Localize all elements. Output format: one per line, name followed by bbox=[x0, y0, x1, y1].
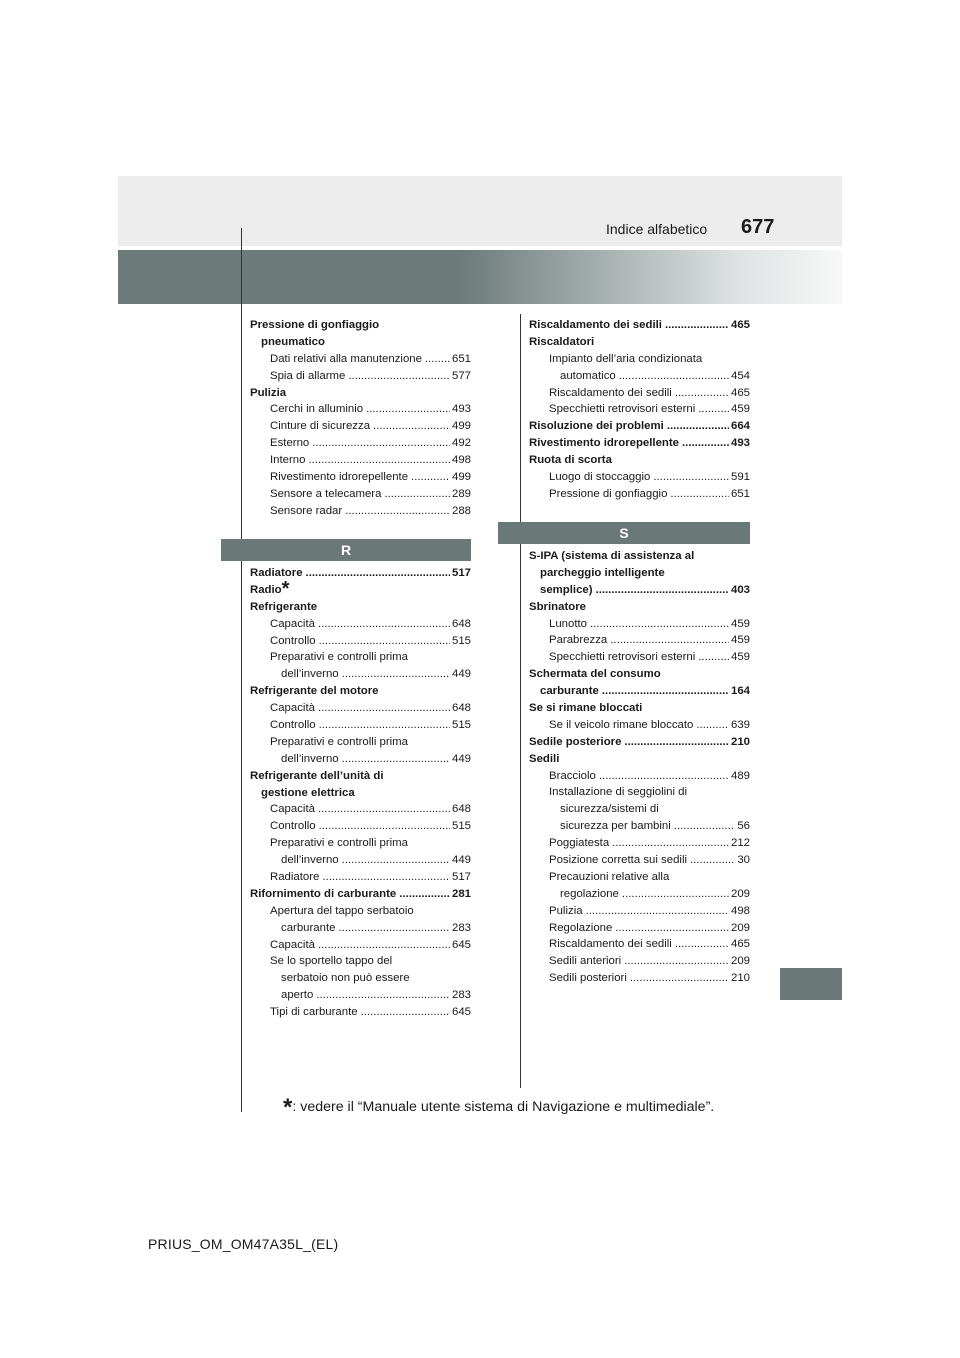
index-entry bbox=[529, 835, 750, 852]
entry-page[interactable]: 403 bbox=[730, 583, 750, 596]
section-s-label: S bbox=[619, 525, 629, 541]
entry-page[interactable]: 459 bbox=[730, 634, 750, 647]
dot-leader bbox=[318, 801, 450, 818]
document-code: PRIUS_OM_OM47A35L_(EL) bbox=[148, 1236, 339, 1252]
entry-page[interactable]: 459 bbox=[730, 651, 750, 664]
index-entry bbox=[250, 1004, 471, 1021]
dot-leader bbox=[622, 886, 729, 903]
dot-leader bbox=[318, 616, 450, 633]
entry-label: Rifornimento di carburante bbox=[250, 887, 397, 900]
entry-page[interactable]: 289 bbox=[451, 487, 471, 500]
entry-label: Se il veicolo rimane bloccato bbox=[549, 718, 694, 731]
index-entry bbox=[529, 683, 750, 700]
chapter-tab[interactable] bbox=[780, 968, 842, 1000]
entry-page[interactable]: 651 bbox=[451, 352, 471, 365]
entry-label: Poggiatesta bbox=[549, 837, 610, 850]
entry-page[interactable]: 648 bbox=[451, 702, 471, 715]
index-entry bbox=[529, 700, 750, 717]
entry-label: Se si rimane bloccati bbox=[529, 702, 643, 715]
entry-label: carburante bbox=[281, 921, 336, 934]
entry-label: carburante bbox=[540, 685, 599, 698]
entry-label: Risoluzione dei problemi bbox=[529, 420, 664, 433]
index-entry bbox=[529, 486, 750, 503]
index-entry bbox=[529, 869, 750, 886]
entry-page[interactable]: 517 bbox=[451, 567, 471, 579]
entry-page[interactable]: 498 bbox=[451, 454, 471, 467]
entry-page[interactable]: 648 bbox=[451, 617, 471, 630]
entry-page[interactable]: 591 bbox=[730, 471, 750, 484]
index-entry bbox=[250, 599, 471, 616]
index-entry bbox=[529, 920, 750, 937]
entry-page[interactable]: 283 bbox=[451, 989, 471, 1002]
entry-page[interactable]: 212 bbox=[730, 837, 750, 850]
entry-label: Esterno bbox=[270, 437, 310, 450]
dot-leader bbox=[624, 734, 729, 751]
index-entry bbox=[250, 616, 471, 633]
index-entry bbox=[250, 351, 471, 368]
index-entry bbox=[529, 469, 750, 486]
entry-label: Regolazione bbox=[549, 921, 613, 934]
entry-label: Specchietti retrovisori esterni bbox=[549, 651, 696, 664]
entry-label: Preparativi e controlli prima bbox=[270, 651, 409, 664]
index-entry bbox=[529, 599, 750, 616]
dot-leader bbox=[675, 385, 729, 402]
dot-leader bbox=[698, 649, 729, 666]
index-entry bbox=[529, 401, 750, 418]
index-entry bbox=[250, 401, 471, 418]
entry-label: Sedili anteriori bbox=[549, 955, 622, 968]
entry-label: Capacità bbox=[270, 803, 315, 816]
entry-page[interactable]: 30 bbox=[737, 854, 750, 867]
dot-leader bbox=[345, 503, 450, 520]
header-title: Indice alfabetico bbox=[606, 221, 708, 237]
entry-label: Ruota di scorta bbox=[529, 454, 612, 467]
entry-page[interactable]: 651 bbox=[730, 487, 750, 500]
entry-label: Capacità bbox=[270, 938, 315, 951]
entry-label: aperto bbox=[281, 989, 314, 1002]
entry-label: automatico bbox=[560, 369, 616, 382]
entry-label: Bracciolo bbox=[549, 769, 596, 782]
index-entry bbox=[529, 582, 750, 599]
index-entry bbox=[250, 452, 471, 469]
index-entry bbox=[529, 632, 750, 649]
entry-label: Riscaldatori bbox=[529, 335, 595, 348]
dot-leader bbox=[425, 351, 450, 368]
entry-page[interactable]: 209 bbox=[730, 921, 750, 934]
index-entry bbox=[529, 317, 750, 334]
entry-label: dell’inverno bbox=[281, 854, 339, 867]
index-right-bottom bbox=[529, 548, 750, 987]
entry-label: Preparativi e controlli prima bbox=[270, 837, 409, 850]
index-entry bbox=[529, 368, 750, 385]
index-entry bbox=[250, 418, 471, 435]
page-number: 677 bbox=[741, 216, 775, 238]
dot-leader bbox=[342, 852, 450, 869]
index-entry bbox=[250, 751, 471, 768]
index-entry bbox=[250, 633, 471, 650]
entry-label: S-IPA (sistema di assistenza al bbox=[529, 550, 695, 562]
entry-page[interactable]: 515 bbox=[451, 634, 471, 647]
column-divider bbox=[520, 314, 521, 1088]
index-entry bbox=[250, 785, 471, 802]
entry-page[interactable]: 454 bbox=[730, 369, 750, 382]
entry-page[interactable]: 499 bbox=[451, 471, 471, 484]
entry-page[interactable]: 210 bbox=[730, 735, 750, 748]
entry-label: Pressione di gonfiaggio bbox=[549, 487, 668, 500]
dot-leader bbox=[312, 435, 450, 452]
entry-label: dell’inverno bbox=[281, 752, 339, 765]
dot-leader bbox=[319, 633, 450, 650]
entry-label: Lunotto bbox=[549, 617, 588, 630]
dot-leader bbox=[316, 987, 450, 1004]
entry-label: Refrigerante dell’unità di bbox=[250, 769, 384, 782]
entry-page[interactable]: 449 bbox=[451, 854, 471, 867]
index-entry bbox=[529, 953, 750, 970]
index-entry bbox=[250, 717, 471, 734]
entry-page[interactable]: 56 bbox=[737, 820, 750, 833]
index-entry bbox=[250, 835, 471, 852]
entry-page[interactable]: 664 bbox=[730, 420, 750, 433]
entry-page[interactable]: 465 bbox=[730, 319, 750, 331]
dot-leader bbox=[690, 852, 735, 869]
dot-leader bbox=[675, 936, 729, 953]
index-entry bbox=[250, 666, 471, 683]
entry-label: Sedili posteriori bbox=[549, 972, 627, 985]
index-entry bbox=[250, 818, 471, 835]
dot-leader bbox=[366, 401, 450, 418]
header-band bbox=[118, 250, 842, 304]
entry-label: semplice) bbox=[540, 583, 593, 596]
entry-label: Cerchi in alluminio bbox=[270, 403, 364, 416]
entry-label: Specchietti retrovisori esterni bbox=[549, 403, 696, 416]
dot-leader bbox=[602, 683, 729, 700]
entry-label: gestione elettrica bbox=[261, 786, 355, 799]
index-entry bbox=[529, 666, 750, 683]
entry-page[interactable]: 645 bbox=[451, 1006, 471, 1019]
entry-label: Pulizia bbox=[250, 386, 287, 399]
entry-page[interactable]: 288 bbox=[451, 504, 471, 517]
entry-label: sicurezza per bambini bbox=[560, 820, 671, 833]
dot-leader bbox=[361, 1004, 450, 1021]
dot-leader bbox=[373, 418, 450, 435]
entry-label: Sensore radar bbox=[270, 504, 343, 517]
index-entry bbox=[529, 886, 750, 903]
entry-page[interactable]: 164 bbox=[730, 685, 750, 698]
entry-label: Riscaldamento dei sedili bbox=[549, 938, 672, 951]
index-entry bbox=[250, 486, 471, 503]
dot-leader bbox=[615, 920, 729, 937]
entry-label: Precauzioni relative alla bbox=[549, 870, 670, 883]
dot-leader bbox=[342, 751, 450, 768]
entry-label: regolazione bbox=[560, 887, 619, 900]
index-entry bbox=[250, 852, 471, 869]
dot-leader bbox=[306, 565, 450, 582]
index-entry bbox=[529, 385, 750, 402]
entry-label: dell’inverno bbox=[281, 668, 339, 681]
index-entry bbox=[529, 818, 750, 835]
entry-label: Schermata del consumo bbox=[529, 668, 661, 681]
index-entry bbox=[250, 577, 471, 600]
section-header-r bbox=[221, 539, 471, 561]
entry-page[interactable]: 281 bbox=[451, 887, 471, 900]
entry-label: Luogo di stoccaggio bbox=[549, 471, 651, 484]
entry-label: pneumatico bbox=[261, 335, 325, 348]
dot-leader bbox=[610, 632, 729, 649]
dot-leader bbox=[630, 970, 729, 987]
dot-leader bbox=[599, 768, 729, 785]
dot-leader bbox=[670, 486, 729, 503]
index-entry bbox=[250, 503, 471, 520]
index-entry bbox=[529, 616, 750, 633]
entry-label: Pressione di gonfiaggio bbox=[250, 319, 380, 331]
index-entry bbox=[250, 903, 471, 920]
dot-leader bbox=[612, 835, 729, 852]
index-entry bbox=[529, 717, 750, 734]
dot-leader bbox=[322, 869, 450, 886]
dot-leader bbox=[696, 717, 729, 734]
footnote bbox=[283, 1090, 715, 1121]
index-entry bbox=[529, 903, 750, 920]
footnote-marker: * bbox=[283, 1094, 293, 1121]
entry-label: Radio* bbox=[250, 577, 290, 600]
entry-label: Sedile posteriore bbox=[529, 735, 622, 748]
index-entry bbox=[250, 920, 471, 937]
index-right-top bbox=[529, 317, 750, 503]
dot-leader bbox=[682, 435, 729, 452]
dot-leader bbox=[596, 582, 729, 599]
index-entry bbox=[529, 565, 750, 582]
index-entry bbox=[529, 334, 750, 351]
index-entry bbox=[250, 317, 471, 334]
section-r-label: R bbox=[340, 542, 352, 558]
index-entry bbox=[250, 700, 471, 717]
index-entry bbox=[250, 970, 471, 987]
dot-leader bbox=[348, 368, 450, 385]
entry-page[interactable]: 459 bbox=[730, 403, 750, 416]
index-entry bbox=[529, 418, 750, 435]
entry-label: Controllo bbox=[270, 820, 316, 833]
dot-leader bbox=[624, 953, 729, 970]
index-entry bbox=[250, 869, 471, 886]
entry-label: Se lo sportello tappo del bbox=[270, 955, 393, 968]
entry-label: sicurezza/sistemi di bbox=[560, 803, 659, 816]
entry-label: Controllo bbox=[270, 719, 316, 732]
dot-leader bbox=[318, 700, 450, 717]
entry-page[interactable]: 283 bbox=[451, 921, 471, 934]
index-left-top bbox=[250, 317, 471, 520]
entry-label: Rivestimento idrorepellente bbox=[270, 471, 409, 484]
index-entry bbox=[250, 435, 471, 452]
index-entry bbox=[529, 751, 750, 768]
index-entry bbox=[529, 351, 750, 368]
index-entry bbox=[250, 987, 471, 1004]
entry-page[interactable]: 449 bbox=[451, 668, 471, 681]
index-entry bbox=[529, 970, 750, 987]
entry-label: Radiatore bbox=[250, 567, 303, 579]
entry-page[interactable]: 492 bbox=[451, 437, 471, 450]
dot-leader bbox=[308, 452, 450, 469]
entry-page[interactable]: 209 bbox=[730, 887, 750, 900]
dot-leader bbox=[342, 666, 450, 683]
entry-page[interactable]: 639 bbox=[730, 718, 750, 731]
entry-label: Dati relativi alla manutenzione bbox=[270, 352, 422, 365]
entry-label: Riscaldamento dei sedili bbox=[549, 386, 672, 399]
index-entry bbox=[250, 683, 471, 700]
entry-label: parcheggio intelligente bbox=[540, 566, 665, 579]
entry-label: Radiatore bbox=[270, 871, 320, 884]
entry-label: Rivestimento idrorepellente bbox=[529, 437, 680, 450]
entry-label: Tipi di carburante bbox=[270, 1006, 358, 1019]
entry-page[interactable]: 459 bbox=[730, 617, 750, 630]
entry-page[interactable]: 493 bbox=[451, 403, 471, 416]
index-entry bbox=[529, 548, 750, 565]
dot-leader bbox=[619, 368, 729, 385]
dot-leader bbox=[653, 469, 729, 486]
index-entry bbox=[250, 649, 471, 666]
dot-leader bbox=[411, 469, 450, 486]
index-entry bbox=[250, 469, 471, 486]
entry-page[interactable]: 515 bbox=[451, 820, 471, 833]
entry-label: Sedili bbox=[529, 752, 560, 765]
dot-leader bbox=[665, 317, 729, 334]
entry-page[interactable]: 493 bbox=[730, 437, 750, 450]
dot-leader bbox=[319, 818, 450, 835]
entry-label: Apertura del tappo serbatoio bbox=[270, 904, 414, 917]
entry-label: Controllo bbox=[270, 634, 316, 647]
entry-page[interactable]: 645 bbox=[451, 938, 471, 951]
index-entry bbox=[529, 852, 750, 869]
index-entry bbox=[250, 734, 471, 751]
index-entry bbox=[529, 649, 750, 666]
footnote-text: : vedere il “Manuale utente sistema di Navigazione e multimediale”. bbox=[292, 1099, 715, 1115]
index-entry bbox=[529, 768, 750, 785]
index-left-bottom bbox=[250, 565, 471, 1021]
entry-label: Capacità bbox=[270, 617, 315, 630]
index-entry bbox=[250, 886, 471, 903]
entry-label: Riscaldamento dei sedili bbox=[529, 319, 662, 331]
dot-leader bbox=[667, 418, 729, 435]
entry-page[interactable]: 648 bbox=[451, 803, 471, 816]
entry-page[interactable]: 465 bbox=[730, 386, 750, 399]
entry-page[interactable]: 499 bbox=[451, 420, 471, 433]
dot-leader bbox=[318, 937, 450, 954]
dot-leader bbox=[384, 486, 450, 503]
dot-leader bbox=[674, 818, 736, 835]
entry-page[interactable]: 498 bbox=[730, 904, 750, 917]
index-entry bbox=[529, 801, 750, 818]
index-entry bbox=[529, 734, 750, 751]
entry-page[interactable]: 210 bbox=[730, 972, 750, 985]
entry-page[interactable]: 577 bbox=[451, 369, 471, 382]
entry-label: Pulizia bbox=[549, 904, 583, 917]
index-entry bbox=[529, 452, 750, 469]
entry-page[interactable]: 515 bbox=[451, 719, 471, 732]
entry-page[interactable]: 449 bbox=[451, 752, 471, 765]
index-entry bbox=[529, 784, 750, 801]
index-entry bbox=[529, 435, 750, 452]
dot-leader bbox=[586, 903, 729, 920]
entry-label: Installazione di seggiolini di bbox=[549, 786, 688, 799]
entry-label: Spia di allarme bbox=[270, 369, 346, 382]
entry-label: serbatoio non può essere bbox=[281, 972, 410, 985]
index-entry bbox=[250, 953, 471, 970]
dot-leader bbox=[338, 920, 450, 937]
dot-leader bbox=[590, 616, 729, 633]
entry-label: Refrigerante bbox=[250, 600, 318, 613]
entry-page[interactable]: 517 bbox=[451, 871, 471, 884]
entry-page[interactable]: 489 bbox=[730, 769, 750, 782]
index-entry bbox=[250, 368, 471, 385]
entry-label: Preparativi e controlli prima bbox=[270, 735, 409, 748]
section-header-s bbox=[498, 522, 750, 544]
left-margin-line bbox=[241, 228, 242, 1112]
index-entry bbox=[250, 385, 471, 402]
index-entry bbox=[250, 801, 471, 818]
entry-label: Impianto dell’aria condizionata bbox=[549, 352, 703, 365]
entry-label: Capacità bbox=[270, 702, 315, 715]
entry-label: Posizione corretta sui sedili bbox=[549, 854, 688, 867]
entry-label: Parabrezza bbox=[549, 634, 608, 647]
index-entry bbox=[250, 334, 471, 351]
index-entry bbox=[250, 937, 471, 954]
dot-leader bbox=[698, 401, 729, 418]
entry-label: Sensore a telecamera bbox=[270, 487, 382, 500]
index-entry bbox=[529, 936, 750, 953]
entry-label: Interno bbox=[270, 454, 306, 467]
footnote-star-icon: * bbox=[281, 577, 290, 600]
entry-label: Refrigerante del motore bbox=[250, 685, 379, 698]
dot-leader bbox=[319, 717, 450, 734]
entry-page[interactable]: 465 bbox=[730, 938, 750, 951]
entry-label: Sbrinatore bbox=[529, 600, 586, 613]
dot-leader bbox=[399, 886, 450, 903]
index-entry bbox=[250, 768, 471, 785]
entry-label: Cinture di sicurezza bbox=[270, 420, 371, 433]
entry-page[interactable]: 209 bbox=[730, 955, 750, 968]
header-background bbox=[118, 176, 842, 246]
